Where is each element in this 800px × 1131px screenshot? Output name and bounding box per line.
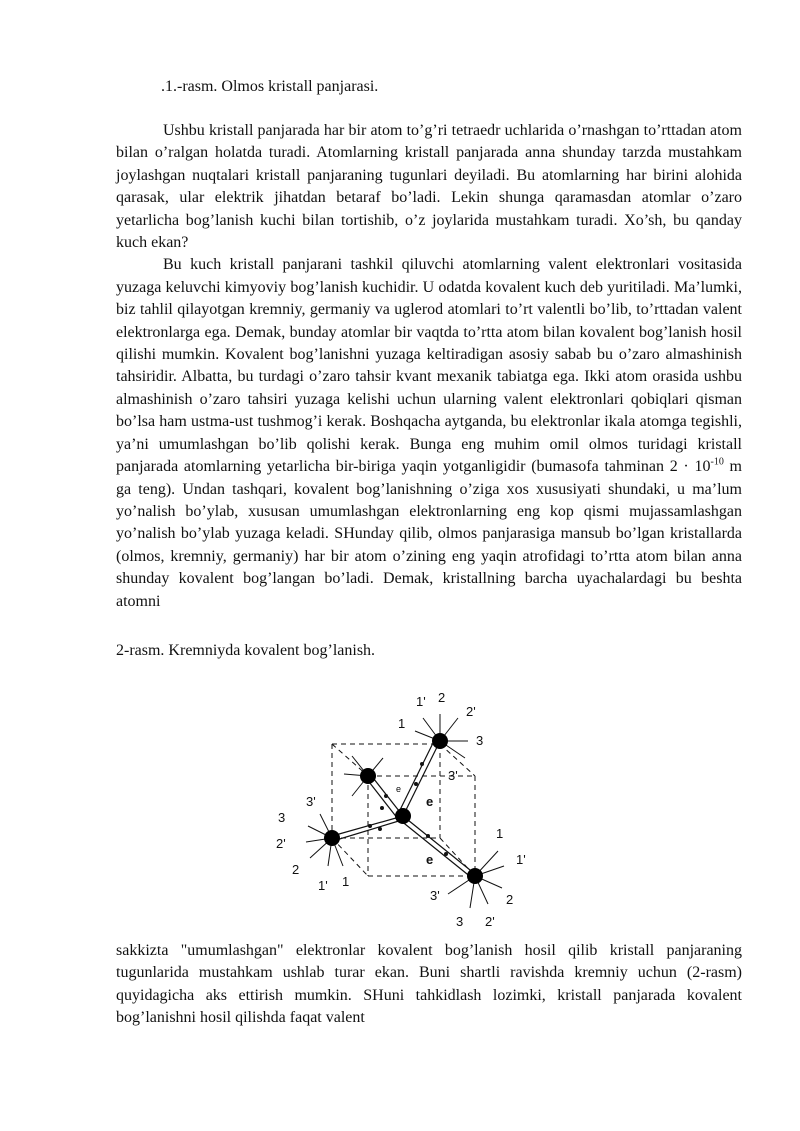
label-left-2: 2 xyxy=(292,862,300,877)
figure-2-caption: 2-rasm. Kremniyda kovalent bog’lanish. xyxy=(116,642,376,659)
paragraph-2-text-b: m ga teng). Undan tashqari, kovalent bog’lanishning o’ziga xos xususiyati shundaki, u ma’lum yo’nalish bo’ylab, xususan umumlashgan elektronlarning eng kop qismi mujassamlashgan yo’nalish bo’ylab yuzaga keladi. SHunday qilib, olmos panjarasiga mansub bo’lgan kristallarda (olmos, kremniy, germaniy) har bir atom o’zining eng yaqin atrofidagi to’rtta atom bilan anna shunday kovalent bog’langan bo’ladi. Demak, kristallning barcha uyachalardagi bu beshta atomni xyxy=(116,458,742,610)
covalent-bond-diagram xyxy=(270,686,530,936)
paragraph-2-exponent: -10 xyxy=(710,456,724,468)
label-left-1p: 1' xyxy=(318,878,328,893)
atom-left xyxy=(324,830,340,846)
label-top-3: 3 xyxy=(476,733,484,748)
label-right-1: 1 xyxy=(496,826,504,841)
label-right-2: 2 xyxy=(506,892,514,907)
label-e-lower: e xyxy=(426,852,434,867)
body-text-top xyxy=(116,120,742,613)
label-bottom-2p: 2' xyxy=(485,914,495,929)
atom-right xyxy=(467,868,483,884)
label-bottom-3: 3 xyxy=(456,914,464,929)
label-right-1p: 1' xyxy=(516,852,526,867)
label-e-small: e xyxy=(396,784,402,794)
paragraph-1: Ushbu kristall panjarada har bir atom to’g’ri tetraedr uchlarida o’rnashgan to’rttadan atom bilan o’ralgan holatda turadi. Atomlarning kristall panjarada anna shunday tarzda mustahkam joylashgan nuqtalari kristall panjaraning tugunlari deyiladi. Bu atomlarning har birini alohida qarasak, ular elektrik jihatdan betaraf bo’ladi. Lekin shunga qaramasdan atomlar o’zaro yetarlicha bog’lanish kuchi bilan tortishib, o’z joylarida mustahkam turadi. Xo’sh, bu qanday kuch ekan? xyxy=(116,122,742,252)
label-right-3p: 3' xyxy=(430,888,440,903)
label-left-2p: 2' xyxy=(276,836,286,851)
atom-center xyxy=(395,808,411,824)
paragraph-3: sakkizta "umumlashgan" elektronlar kovalent bog’lanish hosil qilib kristall panjaraning tugunlarida mustahkam ushlab turar ekan. Buni shartli ravishda kremniy uchun (2-rasm) quyidagicha aks ettirish mumkin. SHuni tahkidlash lozimki, kristall panjarada kovalent bog’lanishni hosil qilishda faqat valent xyxy=(116,942,742,1027)
atom-top xyxy=(432,733,448,749)
figure-1-caption: .1.-rasm. Olmos kristall panjarasi. xyxy=(161,78,379,95)
paragraph-2 xyxy=(116,254,742,613)
label-top-2: 2 xyxy=(438,690,446,705)
label-top-3p: 3' xyxy=(448,768,458,783)
label-left-3: 3 xyxy=(278,810,286,825)
label-left-3p: 3' xyxy=(306,794,316,809)
atom-back xyxy=(360,768,376,784)
paragraph-2-text-a: Bu kuch kristall panjarani tashkil qiluvchi atomlarning valent elektronlari vositasida yuzaga keluvchi kimyoviy bog’lanish kuchidir. U odatda kovalent kuch deb yuritiladi. Ma’lumki, biz tahlil qilayotgan kremniy, germaniy va uglerod atomlari to’rt valentli bo’lib, to’rttadan valent elektronlarga ega. Demak, bunday atomlar bir vaqtda to’rtta atom bilan kovalent bog’lanish hosil qilishi mumkin. Kovalent bog’lanishni yuzaga keltiradigan asosiy sabab bu o’zaro almashinish tahsiridir. Albatta, bu turdagi o’zaro tahsir kvant mexanik tabiatga ega. Ikki atom orasida ushbu almashinish o’zaro tahsiri yuzaga kelishi uchun ularning valent elektronlari qobiqlari qisman bo’lsa ham ustma-ust tushmog’i kerak. Boshqacha aytganda, bu elektronlar ikala atomga tegishli, ya’ni umumlashgan bo’lib qolishi kerak. Bunga eng muhim omil olmos turidagi kristall panjarada atomlarning yetarlicha bir-biriga yaqin yotganligidir (bumasofa tahminan 2 · 10 xyxy=(116,256,742,476)
label-left-1: 1 xyxy=(342,874,350,889)
label-e-upper: e xyxy=(426,794,434,809)
label-top-1: 1 xyxy=(398,716,406,731)
label-top-2p: 2' xyxy=(466,704,476,719)
label-top-1p: 1' xyxy=(416,694,426,709)
body-text-bottom xyxy=(116,940,742,1030)
